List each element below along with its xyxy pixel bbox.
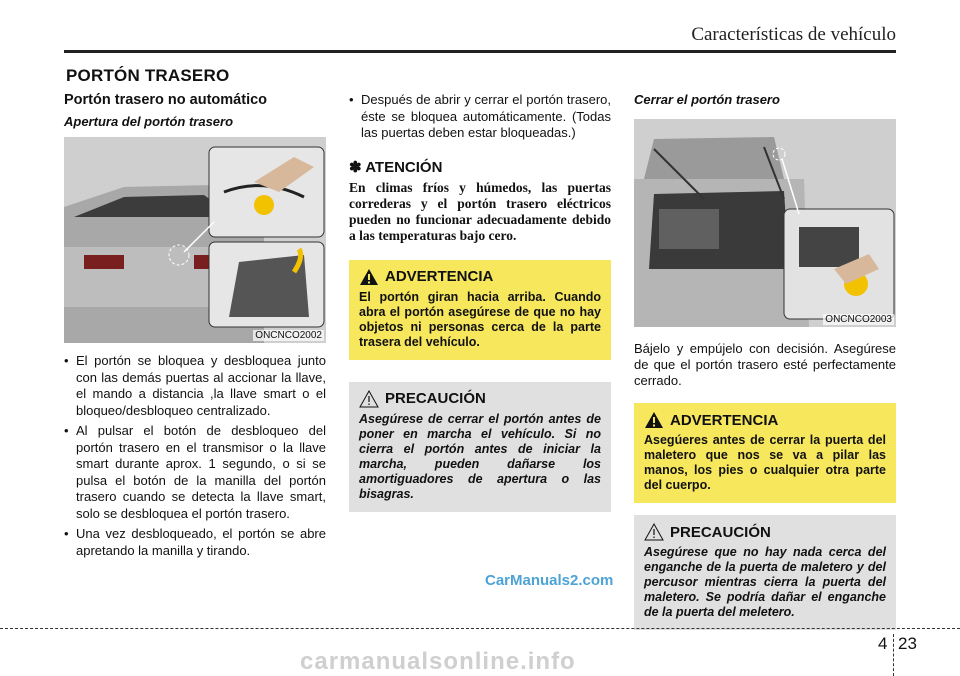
warning-header [644,411,886,429]
tailgate-closing-illustration [634,119,896,327]
warning-text: El portón giran hacia arriba. Cuando abra el portón asegúrese de que no hay objetos ni personas cerca de la parte trasera del vehículo. [359,289,601,349]
warning-header [359,268,601,286]
chapter-number: 4 [878,634,888,653]
footer-brand-watermark: carmanualsonline.info [300,648,576,675]
tailgate-opening-illustration [64,137,326,343]
warning-box [634,403,896,503]
caution-header [359,390,601,408]
section-title: PORTÓN TRASERO [66,66,230,85]
header-rule [64,50,896,53]
bullet-list [349,92,611,142]
running-header-title: Características de vehículo [691,24,896,45]
figure-code: ONCNCO2002 [255,330,322,341]
attention-title: ATENCIÓN [365,158,443,176]
caution-triangle-icon [359,390,379,408]
attention-symbol-icon: ✽ [349,158,362,176]
column-3 [634,92,896,630]
watermark-link[interactable]: CarManuals2.com [485,572,614,589]
subheading-opening: Apertura del portón trasero [64,114,234,129]
caution-text: Asegúrese que no hay nada cerca del enganche de la puerta de maletero y del percusor mientras cierra la puerta del maletero. Se podría dañar el enganche de la puerta del meletero. [644,545,886,619]
subheading-closing: Cerrar el portón trasero [634,92,780,107]
warning-text: Asegúeres antes de cerrar la puerta del maletero que nos se va a pilar las manos, los pies o cualquier otra parte del cuerpo. [644,433,886,492]
bullet-item: • El portón se bloquea y desbloquea junto con las demás puertas al accionar la llave, el mando a distancia ,la llave smart o el bloqueo/desbloqueo centralizado. [64,353,326,419]
footer-separator [893,634,894,676]
caution-header [644,523,886,541]
warning-triangle-icon [359,268,379,286]
closing-paragraph: Bájelo y empújelo con decisión. Asegúrese de que el portón trasero esté perfectamente cerrado. [634,341,896,388]
caution-text: Asegúrese de cerrar el portón antes de poner en marcha el vehículo. Si no cierra el portón antes de iniciar la marcha, pueden dañarse los amortiguadores de apertura o las bisagras. [359,411,601,501]
figure-closing-tailgate [634,119,896,327]
caution-title: PRECAUCIÓN [670,523,771,541]
warning-title: ADVERTENCIA [385,268,494,285]
attention-heading [349,158,611,176]
warning-title: ADVERTENCIA [670,411,779,429]
warning-triangle-icon [644,411,664,429]
figure-opening-tailgate [64,137,326,343]
column-2 [349,92,611,512]
subheading-non-automatic-tailgate: Portón trasero no automático [64,92,268,108]
page-number: 23 [898,634,917,653]
caution-triangle-icon [644,523,664,541]
warning-box [349,260,611,360]
bullet-item: • Una vez desbloqueado, el portón se abre apretando la manilla y tirando. [64,526,326,559]
bullet-item: • Al pulsar el botón de desbloqueo del portón trasero en el transmisor o la llave smart durante aprox. 1 segundo, o si se pulsa el botón de la manilla del portón trasero cuando se detecta la llave smart, solo se desbloquea el portón trasero. [64,423,326,522]
footer-rule [0,628,960,629]
caution-box [634,515,896,630]
bullet-item: • Después de abrir y cerrar el portón trasero, éste se bloquea automáticamente. (Todas las puertas deben estar bloqueadas.) [349,92,611,142]
column-1 [64,92,326,563]
figure-code: ONCNCO2003 [825,314,892,325]
attention-text: En climas fríos y húmedos, las puertas correderas y el portón trasero eléctricos pueden no funcionar adecuadamente debido a las temperaturas bajo cero. [349,179,611,243]
caution-title: PRECAUCIÓN [385,390,486,407]
bullet-list [64,353,326,559]
caution-box [349,382,611,512]
